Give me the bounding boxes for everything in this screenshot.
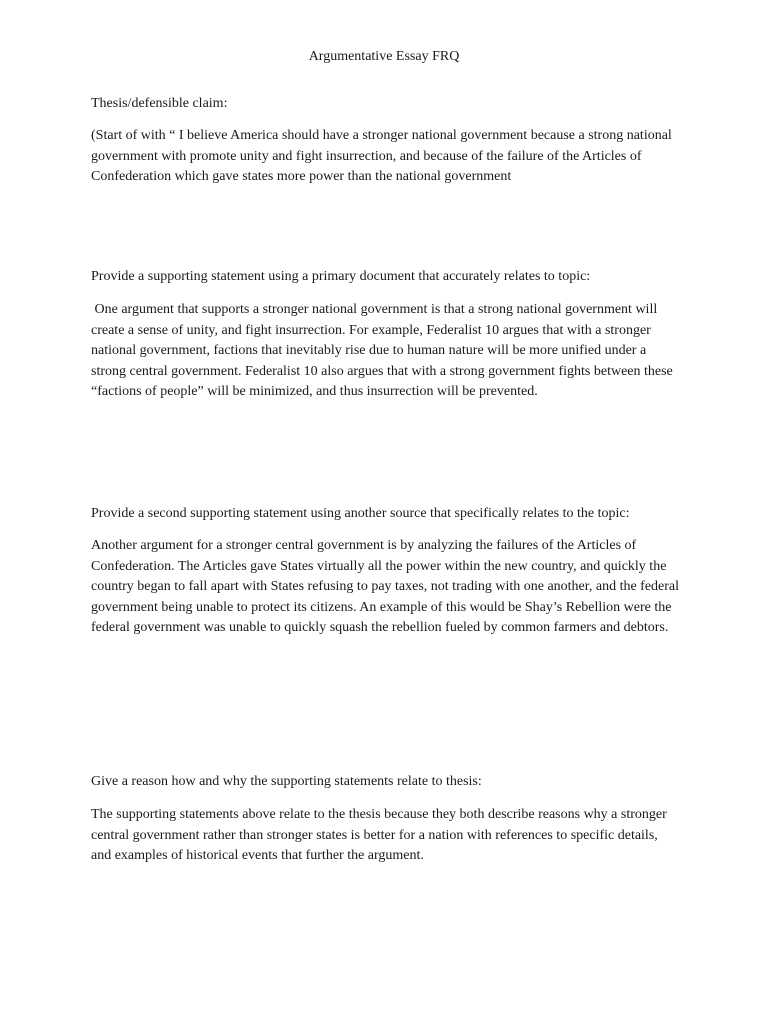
thesis-prompt: Thesis/defensible claim:	[91, 96, 228, 111]
supporting-statement-2-prompt: Provide a second supporting statement using another source that specifically relates to the topic:	[91, 506, 630, 521]
document-title: Argumentative Essay FRQ	[308, 49, 460, 64]
relation-prompt: Give a reason how and why the supporting statements relate to thesis:	[91, 774, 482, 789]
supporting-statement-2-response: Another argument for a stronger central government is by analyzing the failures of the Articles of Confederation. The Articles gave States virtually all the power within the new country, and quickly the country began to fall apart with States refusing to pay taxes, not trading with one another, and the federal government being unable to protect its citizens. An example of this would be Shay’s Rebellion were the federal government was unable to quickly squash the rebellion fueled by common farmers and debtors.	[91, 538, 680, 635]
supporting-statement-1-prompt: Provide a supporting statement using a primary document that accurately relates to topic:	[91, 269, 591, 284]
supporting-statement-1-response: One argument that supports a stronger national government is that a strong national government will create a sense of unity, and fight insurrection. For example, Federalist 10 argues that with a stronger national government, factions that inevitably rise due to human nature will be more unified under a strong central government. Federalist 10 also argues that with a strong government fights between these “factions of people” will be minimized, and thus insurrection will be prevented.	[91, 302, 673, 399]
thesis-response: (Start of with “ I believe America should have a stronger national government because a strong national government with promote unity and fight insurrection, and because of the failure of the Articles of Confederation which gave states more power than the national government	[91, 128, 672, 184]
relation-response: The supporting statements above relate to the thesis because they both describe reasons why a stronger central government rather than stronger states is better for a nation with references to specific details, and examples of historical events that further the argument.	[91, 807, 667, 863]
